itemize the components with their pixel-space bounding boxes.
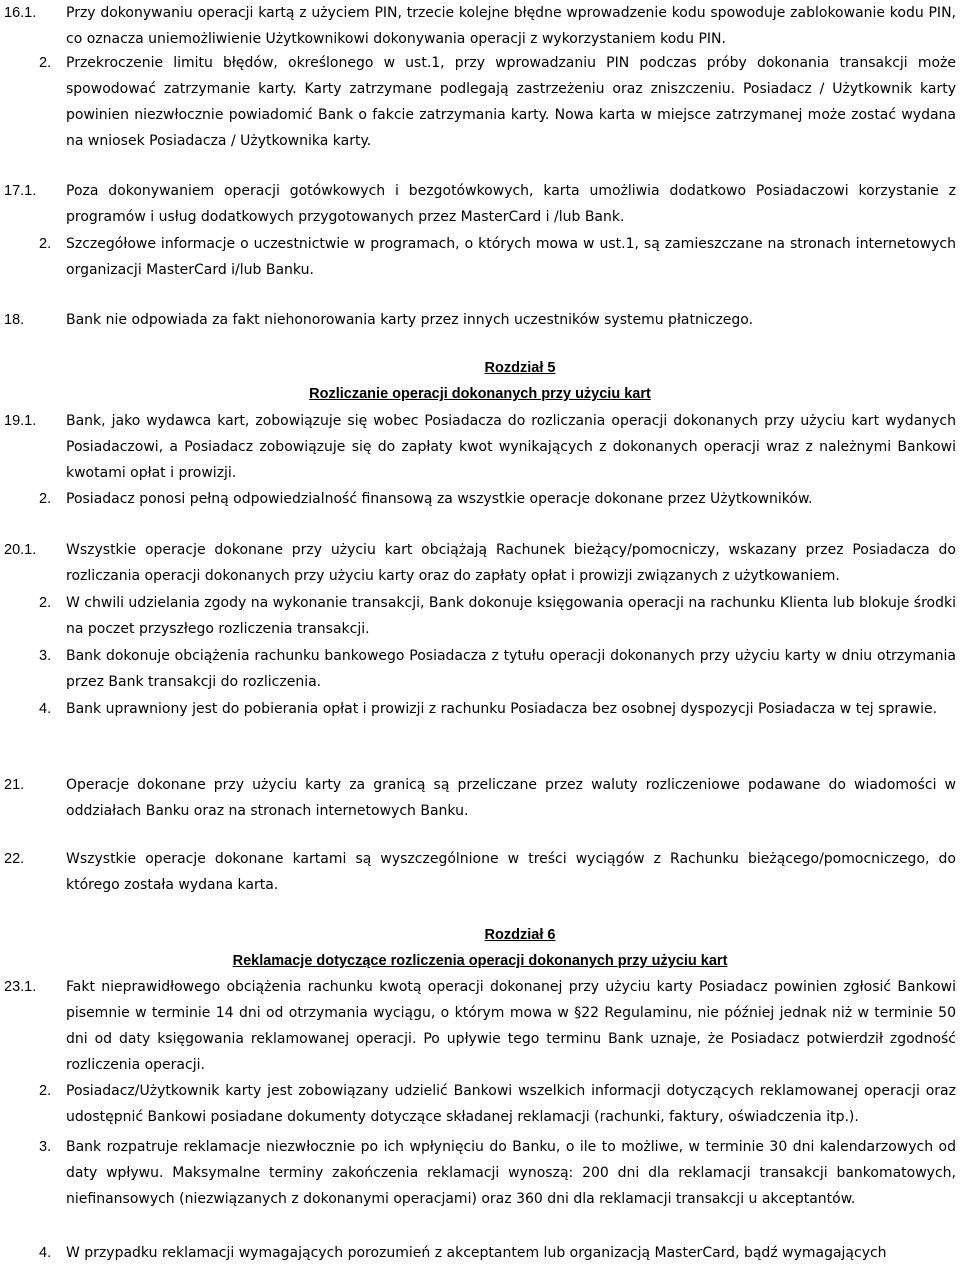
paragraph xyxy=(0,696,960,722)
paragraph-number: 2. xyxy=(39,491,52,507)
paragraph xyxy=(0,846,960,898)
paragraph-number: 20.1. xyxy=(4,542,37,558)
paragraph-text: Bank rozpatruje reklamacje niezwłocznie po ich wpłynięciu do Banku, o ile to możliwe, w terminie 30 dni kalendarzowych od daty wpływu. Maksymalne terminy zakończenia reklamacji wynoszą: 200 dni dla reklamacji transakcji bankomatowych, niefinansowych (niezwiązanych z dokonanymi operacjami) oraz 360 dni dla reklamacji transakcji u akceptantów. xyxy=(66,1139,956,1207)
paragraph-text: Wszystkie operacje dokonane kartami są wyszczególnione w treści wyciągów z Rachunku bieżącego/pomocniczego, do którego została wydana karta. xyxy=(66,851,956,893)
paragraph-number: 16.1. xyxy=(4,5,37,21)
paragraph-number: 23.1. xyxy=(4,979,37,995)
section-heading: Reklamacje dotyczące rozliczenia operacji dokonanych przy użyciu kart xyxy=(232,953,728,969)
paragraph xyxy=(0,1240,960,1266)
paragraph xyxy=(0,307,960,333)
section-heading: Rozdział 5 xyxy=(484,360,556,376)
paragraph-text: Przekroczenie limitu błędów, określonego w ust.1, przy wprowadzaniu PIN podczas próby dokonania transakcji może spowodować zatrzymanie karty. Karty zatrzymane podlegają zastrzeżeniu oraz zniszczeniu. Posiadacz / Użytkownik karty powinien niezwłocznie powiadomić Bank o fakcie zatrzymania karty. Nowa karta w miejsce zatrzymanej może zostać wydana na wniosek Posiadacza / Użytkownika karty. xyxy=(66,55,956,149)
paragraph-number: 21. xyxy=(4,777,25,793)
paragraph-text: Bank uprawniony jest do pobierania opłat i prowizji z rachunku Posiadacza bez osobnej dyspozycji Posiadacza w tej sprawie. xyxy=(66,701,938,717)
paragraph xyxy=(0,643,960,695)
paragraph-text: W przypadku reklamacji wymagających porozumień z akceptantem lub organizacją MasterCard, bądź wymagających xyxy=(66,1245,887,1261)
paragraph-number: 18. xyxy=(4,312,25,328)
paragraph xyxy=(0,974,960,1078)
paragraph-number: 3. xyxy=(39,648,52,664)
paragraph-text: Poza dokonywaniem operacji gotówkowych i bezgotówkowych, karta umożliwia dodatkowo Posiadaczowi korzystanie z programów i usług dodatkowych przygotowanych przez MasterCard i /lub Bank. xyxy=(66,183,956,225)
paragraph xyxy=(0,1134,960,1212)
paragraph-text: Wszystkie operacje dokonane przy użyciu kart obciążają Rachunek bieżący/pomocniczy, wskazany przez Posiadacza do rozliczania operacji dokonanych przy użyciu karty oraz do zapłaty opłat i prowizji związanych z użytkowaniem. xyxy=(66,542,956,584)
paragraph xyxy=(0,231,960,283)
paragraph-text: W chwili udzielania zgody na wykonanie transakcji, Bank dokonuje księgowania operacji na rachunku Klienta lub blokuje środki na poczet przyszłego rozliczenia transakcji. xyxy=(66,595,956,637)
paragraph-number: 4. xyxy=(39,1245,52,1261)
paragraph-number: 2. xyxy=(39,55,52,71)
paragraph-number: 2. xyxy=(39,1083,52,1099)
paragraph xyxy=(0,537,960,589)
paragraph-text: Operacje dokonane przy użyciu karty za granicą są przeliczane przez waluty rozliczeniowe podawane do wiadomości w oddziałach Banku oraz na stronach internetowych Banku. xyxy=(66,777,956,819)
paragraph-text: Posiadacz ponosi pełną odpowiedzialność finansową za wszystkie operacje dokonane przez Użytkowników. xyxy=(66,491,813,507)
paragraph-text: Przy dokonywaniu operacji kartą z użyciem PIN, trzecie kolejne błędne wprowadzenie kodu spowoduje zablokowanie kodu PIN, co oznacza uniemożliwienie Użytkownikowi dokonywania operacji z wykorzystaniem kodu PIN. xyxy=(66,5,956,47)
paragraph-number: 2. xyxy=(39,236,52,252)
paragraph xyxy=(0,772,960,824)
paragraph-number: 2. xyxy=(39,595,52,611)
paragraph-number: 19.1. xyxy=(4,413,37,429)
paragraph xyxy=(0,178,960,230)
paragraph-text: Bank dokonuje obciążenia rachunku bankowego Posiadacza z tytułu operacji dokonanych przy użyciu karty w dniu otrzymania przez Bank transakcji do rozliczenia. xyxy=(66,648,956,690)
paragraph-text: Posiadacz/Użytkownik karty jest zobowiązany udzielić Bankowi wszelkich informacji dotyczących reklamowanej operacji oraz udostępnić Bankowi posiadane dokumenty dotyczące składanej reklamacji (rachunki, faktury, oświadczenia itp.). xyxy=(66,1083,956,1125)
paragraph xyxy=(0,486,960,512)
paragraph xyxy=(0,1078,960,1130)
paragraph-text: Fakt nieprawidłowego obciążenia rachunku kwotą operacji dokonanej przy użyciu karty Posiadacz powinien zgłosić Bankowi pisemnie w terminie 14 dni od otrzymania wyciągu, o którym mowa w §22 Regulaminu, nie później jednak niż w terminie 50 dni od daty księgowania reklamowanej operacji. Po upływie tego terminu Bank uznaje, że Posiadacz potwierdził zgodność rozliczenia operacji. xyxy=(66,979,956,1073)
section-heading: Rozdział 6 xyxy=(484,927,556,943)
paragraph xyxy=(0,408,960,486)
paragraph xyxy=(0,50,960,154)
paragraph xyxy=(0,0,960,52)
paragraph-text: Bank nie odpowiada za fakt niehonorowania karty przez innych uczestników systemu płatniczego. xyxy=(66,312,754,328)
paragraph-number: 22. xyxy=(4,851,25,867)
paragraph-number: 17.1. xyxy=(4,183,37,199)
paragraph-number: 3. xyxy=(39,1139,52,1155)
paragraph xyxy=(0,590,960,642)
section-heading: Rozliczanie operacji dokonanych przy użyciu kart xyxy=(309,386,651,402)
paragraph-text: Szczegółowe informacje o uczestnictwie w programach, o których mowa w ust.1, są zamieszczane na stronach internetowych organizacji MasterCard i/lub Banku. xyxy=(66,236,956,278)
paragraph-text: Bank, jako wydawca kart, zobowiązuje się wobec Posiadacza do rozliczania operacji dokonanych przy użyciu kart wydanych Posiadaczowi, a Posiadacz zobowiązuje się do zapłaty kwot wynikających z dokonanych operacji wraz z należnymi Bankowi kwotami opłat i prowizji. xyxy=(66,413,956,481)
paragraph-number: 4. xyxy=(39,701,52,717)
